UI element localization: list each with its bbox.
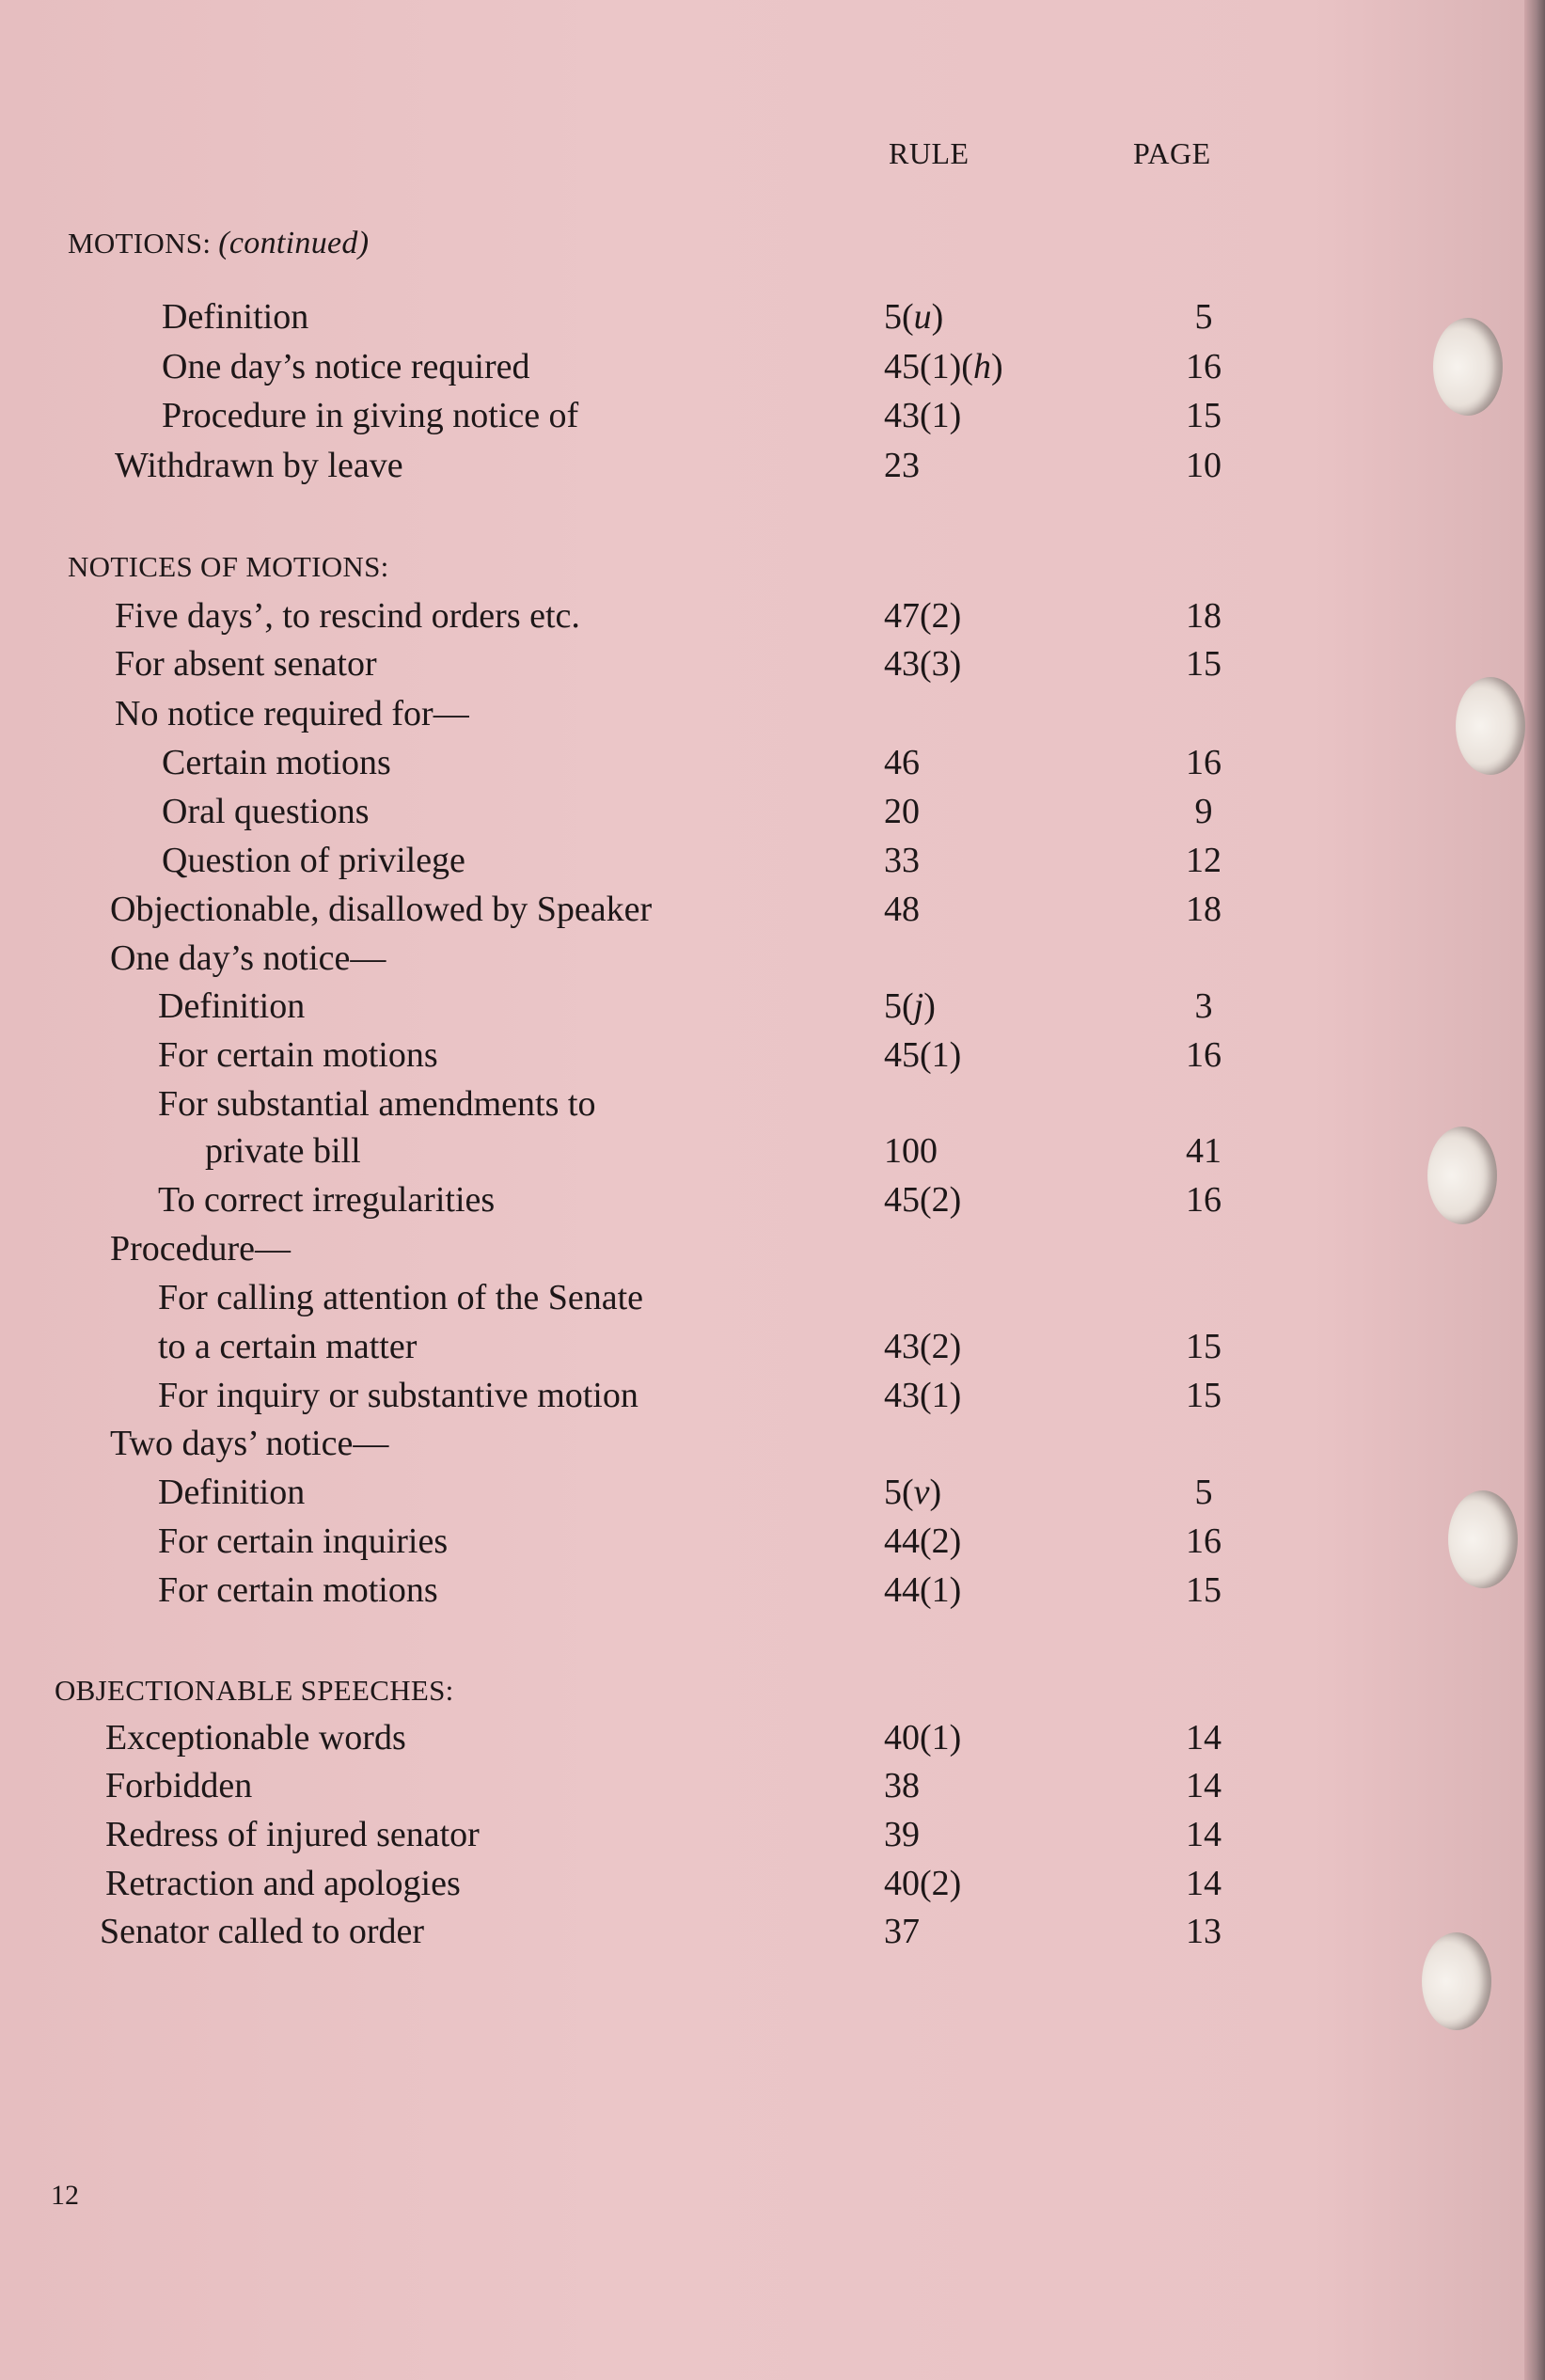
entry-text: to a certain matter [158, 1327, 418, 1366]
page-number: 15 [1186, 1327, 1222, 1366]
rule-number: 45(2) [884, 1180, 962, 1220]
rule-number: 100 [884, 1131, 938, 1171]
index-entry [0, 1179, 1545, 1224]
rule-number: 47(2) [884, 596, 962, 636]
rule-number: 43(3) [884, 644, 962, 684]
index-entry [0, 889, 1545, 934]
section-title-continued: (continued) [218, 226, 370, 260]
entry-text: No notice required for— [115, 694, 469, 733]
entry-text: Two days’ notice— [110, 1424, 389, 1463]
page-number: 18 [1186, 890, 1222, 929]
page-number: 14 [1186, 1766, 1222, 1805]
page-number: 14 [1186, 1718, 1222, 1757]
index-entry [0, 595, 1545, 640]
entry-text: For calling attention of the Senate [158, 1278, 644, 1317]
entry-text: Definition [158, 986, 306, 1026]
entry-text: Procedure— [110, 1229, 292, 1269]
entry-text: Retraction and apologies [105, 1864, 461, 1903]
rule-number: 40(2) [884, 1864, 962, 1903]
entry-text: Oral questions [162, 792, 370, 831]
index-entry [0, 1034, 1545, 1080]
entry-text: For certain motions [158, 1570, 438, 1610]
page-number: 16 [1186, 743, 1222, 782]
index-entry [0, 1814, 1545, 1859]
section-title: NOTICES OF MOTIONS: [68, 550, 389, 583]
index-entry [0, 1521, 1545, 1566]
index-entry [0, 1083, 1545, 1128]
page-number: 3 [1194, 986, 1213, 1026]
index-entry [0, 985, 1545, 1031]
index-entry [0, 296, 1545, 341]
index-entry [0, 395, 1545, 440]
index-entry [0, 791, 1545, 836]
index-entry [0, 938, 1545, 983]
rule-number: 48 [884, 890, 920, 929]
page-number: 5 [1194, 297, 1213, 337]
entry-text: Forbidden [105, 1766, 253, 1805]
page-number: 15 [1186, 1570, 1222, 1610]
rule-number: 37 [884, 1912, 920, 1951]
index-entry [0, 1423, 1545, 1468]
page-number: 10 [1186, 446, 1222, 485]
rule-number: 33 [884, 841, 920, 880]
rule-number: 43(2) [884, 1327, 962, 1366]
page-number: 14 [1186, 1815, 1222, 1854]
index-entry [0, 1228, 1545, 1273]
rule-number: 39 [884, 1815, 920, 1854]
entry-text: One day’s notice required [162, 347, 530, 386]
rule-number: 44(1) [884, 1570, 962, 1610]
page-number: 5 [1194, 1473, 1213, 1512]
rule-number: 45(1) [884, 1035, 962, 1075]
entry-text: For substantial amendments to [158, 1084, 596, 1124]
rule-number: 40(1) [884, 1718, 962, 1757]
index-entry [0, 693, 1545, 738]
page-number: 41 [1186, 1131, 1222, 1171]
index-entry [0, 1472, 1545, 1517]
page-number: 16 [1186, 1035, 1222, 1075]
rule-number: 23 [884, 446, 920, 485]
rule-number: 44(2) [884, 1521, 962, 1561]
page-number: 15 [1186, 644, 1222, 684]
page-number: 12 [1186, 841, 1222, 880]
page-number: 9 [1194, 792, 1213, 831]
entry-text: One day’s notice— [110, 938, 386, 978]
index-entry [0, 840, 1545, 885]
page-column-header: PAGE [1133, 136, 1211, 170]
index-entry [0, 1375, 1545, 1420]
entry-text: Five days’, to rescind orders etc. [115, 596, 580, 636]
index-entry [0, 1911, 1545, 1956]
index-entry [0, 1717, 1545, 1762]
entry-text: Senator called to order [100, 1912, 425, 1951]
entry-text: To correct irregularities [158, 1180, 496, 1220]
section-heading-objectionable [55, 1674, 454, 1708]
index-entry [0, 1277, 1545, 1322]
page-number: 18 [1186, 596, 1222, 636]
index-entry [0, 643, 1545, 688]
entry-text: Definition [158, 1473, 306, 1512]
entry-text: Definition [162, 297, 309, 337]
index-entry [0, 346, 1545, 391]
rule-number: 20 [884, 792, 920, 831]
entry-text: For absent senator [115, 644, 377, 684]
section-title: OBJECTIONABLE SPEECHES: [55, 1674, 454, 1707]
page-number: 15 [1186, 1376, 1222, 1415]
rule-number: 46 [884, 743, 920, 782]
page-number: 14 [1186, 1864, 1222, 1903]
section-heading-motions [68, 226, 369, 261]
rule-column-header: RULE [889, 136, 970, 170]
entry-text: Exceptionable words [105, 1718, 406, 1757]
rule-number: 43(1) [884, 396, 962, 435]
entry-text: For inquiry or substantive motion [158, 1376, 638, 1415]
rule-number: 45(1)(h) [884, 347, 1003, 386]
entry-text: private bill [205, 1131, 361, 1171]
entry-text: Procedure in giving notice of [162, 396, 579, 435]
rule-number: 5(u) [884, 297, 944, 337]
entry-text: Objectionable, disallowed by Speaker [110, 890, 653, 929]
index-entry [0, 1326, 1545, 1371]
entry-text: For certain inquiries [158, 1521, 449, 1561]
page-number: 15 [1186, 396, 1222, 435]
entry-text: Question of privilege [162, 841, 465, 880]
index-entry [0, 1863, 1545, 1908]
page-folio-number: 12 [51, 2180, 79, 2211]
index-entry [0, 1569, 1545, 1615]
entry-text: Withdrawn by leave [115, 446, 403, 485]
index-entry [0, 445, 1545, 490]
rule-number: 43(1) [884, 1376, 962, 1415]
entry-text: For certain motions [158, 1035, 438, 1075]
index-entry [0, 1130, 1545, 1175]
rule-number: 5(v) [884, 1473, 942, 1512]
page-number: 13 [1186, 1912, 1222, 1951]
rule-number: 5(j) [884, 986, 936, 1026]
page-number: 16 [1186, 347, 1222, 386]
entry-text: Certain motions [162, 743, 391, 782]
rule-number: 38 [884, 1766, 920, 1805]
section-title: MOTIONS: [68, 227, 219, 260]
page-number: 16 [1186, 1521, 1222, 1561]
page-number: 16 [1186, 1180, 1222, 1220]
section-heading-notices [68, 550, 389, 584]
entry-text: Redress of injured senator [105, 1815, 480, 1854]
index-entry [0, 742, 1545, 787]
index-entry [0, 1765, 1545, 1810]
